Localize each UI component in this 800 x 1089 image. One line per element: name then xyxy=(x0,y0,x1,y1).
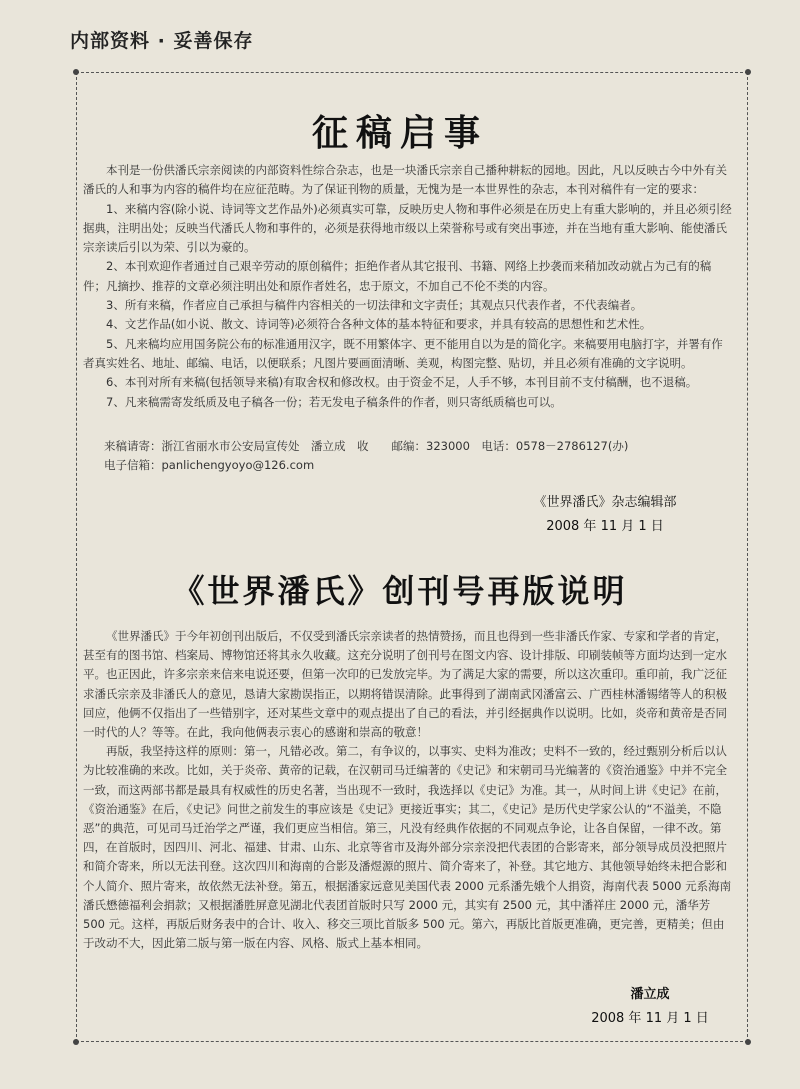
notice-paragraph: 3、所有来稿，作者应自己承担与稿件内容相关的一切法律和文字责任；其观点只代表作者，不代表编者。 xyxy=(106,298,643,313)
contact-address: 来稿请寄：浙江省丽水市公安局宣传处 潘立成 收 邮编：323000 电话：0578－2786127(办) xyxy=(104,439,629,453)
notice-paragraph: 5、凡来稿均应用国务院公布的标准通用汉字，既不用繁体字、更不能用自以为是的简化字。来稿要用电脑打字，并署有作者真实姓名、地址、邮编、电话，以便联系；凡图片要画面清晰、美观，构图完整、贴切，并且必须有准确的文字说明。 xyxy=(83,336,723,370)
notice-paragraph: 本刊是一份供潘氏宗亲阅读的内部资料性综合杂志，也是一块潘氏宗亲自己播种耕耘的园地。因此，凡以反映古今中外有关潘氏的人和事为内容的稿件均在应征范畴。为了保证刊物的质量，无愧为是一本世界性的杂志，本刊对稿件有一定的要求： xyxy=(83,163,727,197)
corner-ornament xyxy=(745,69,751,75)
contact-email: 电子信箱：panlichengyoyo@126.com xyxy=(104,458,315,472)
notice-signature-date: 2008 年 11 月 1 日 xyxy=(546,519,664,534)
corner-ornament xyxy=(745,1039,751,1045)
notice-paragraph: 2、本刊欢迎作者通过自己艰辛劳动的原创稿件；拒绝作者从其它报刊、书籍、网络上抄袭而来稍加改动就占为己有的稿件；凡摘抄、推荐的文章必须注明出处和原作者姓名，忠于原文，不加自己不伦不类的内容。 xyxy=(83,259,712,293)
notice-body xyxy=(83,161,733,412)
notice-title: 征稿启事 xyxy=(311,112,488,154)
reprint-paragraph: 再版，我坚持这样的原则：第一，凡错必改。第二，有争议的，以事实、史料为准改；史料不一致的，经过甄别分析后以认为比较准确的来改。比如，关于炎帝、黄帝的记载，在汉朝司马迁编著的《史记》和宋朝司马光编著的《资治通鉴》中并不完全一致，而这两部书都是最具有权威性的历史名著，当出现不一致时，我选择以《史记》为准。其一，从时间上讲《史记》在前，《资治通鉴》在后，《史记》问世之前发生的事应该是《史记》更接近事实；其二，《史记》是历代史学家公认的“不溢美，不隐恶”的典范，可见司马迁治学之严谨，我们更应当相信。第三，凡没有经典作依据的不同观点争论，让各自保留，一律不改。第四，在首版时，因四川、河北、福建、甘肃、山东、北京等省市及海外部分宗亲没把代表团的合影寄来，部分领导成员没把照片和简介寄来，所以无法刊登。这次四川和海南的合影及潘煜源的照片、简介寄来了，补登。其它地方、其他领导始终未把合影和个人简介、照片寄来，故依然无法补登。第五，根据潘家远意见美国代表 2000 元系潘先娥个人捐资，海南代表 5000 元系海南潘氏懋德福利会捐款；又根据潘胜屏意见湖北代表团首版时只写 2000 元，其实有 2500 元，其中潘祥庄 2000 元，潘华芳 500 元。这样，再版后财务表中的合计、收入、移交三项比首版多 500 元。第六，再版比首版更准确，更完善，更精美；但由于改动不大，因此第二版与第一版在内容、风格、版式上基本相同。 xyxy=(83,744,732,951)
corner-ornament xyxy=(73,1039,79,1045)
reprint-signature-date: 2008 年 11 月 1 日 xyxy=(591,1011,709,1026)
reprint-signature-name: 潘立成 xyxy=(630,987,670,1002)
reprint-body xyxy=(83,627,733,953)
reprint-paragraph: 《世界潘氏》于今年初创刊出版后，不仅受到潘氏宗亲读者的热情赞扬，而且也得到一些非潘氏作家、专家和学者的肯定，甚至有的图书馆、档案局、博物馆还将其永久收藏。这充分说明了创刊号在图文内容、设计排版、印刷装帧等方面均达到一定水平。也正因此，许多宗亲来信来电说还要，但第一次印的已发放完毕。为了满足大家的需要，所以这次重印。重印前，我广泛征求潘氏宗亲及非潘氏人的意见，恳请大家勘误指正，以期将错误清除。此事得到了湖南武冈潘富云、广西桂林潘锡绪等人的积极回应，他俩不仅指出了一些错别字，还对某些文章中的观点提出了自己的看法，并引经据典作以说明。比如，炎帝和黄帝是否同一时代的人？等等。在此，我向他俩表示衷心的感谢和崇高的敬意！ xyxy=(83,629,727,740)
notice-paragraph: 4、文艺作品(如小说、散文、诗词等)必须符合各种文体的基本特征和要求，并具有较高的思想性和艺术性。 xyxy=(106,317,652,332)
confidential-label: 内部资料 · 妥善保存 xyxy=(70,30,254,52)
corner-ornament xyxy=(73,69,79,75)
page-header xyxy=(0,0,800,62)
notice-signature-org: 《世界潘氏》杂志编辑部 xyxy=(533,495,677,510)
reprint-title: 《世界潘氏》创刊号再版说明 xyxy=(172,572,628,610)
notice-paragraph: 1、来稿内容(除小说、诗词等文艺作品外)必须真实可靠，反映历史人物和事件必须是在历史上有重大影响的，并且必须引经据典，注明出处；反映当代潘氏人物和事件的，必须是获得地市级以上荣誉称号或有突出事迹，并在当地有重大影响、能使潘氏宗亲读后引以为荣、引以为豪的。 xyxy=(83,201,732,255)
notice-paragraph: 7、凡来稿需寄发纸质及电子稿各一份；若无发电子稿条件的作者，则只寄纸质稿也可以。 xyxy=(106,394,562,409)
notice-paragraph: 6、本刊对所有来稿(包括领导来稿)有取舍权和修改权。由于资金不足，人手不够，本刊目前不支付稿酬，也不退稿。 xyxy=(106,375,698,390)
